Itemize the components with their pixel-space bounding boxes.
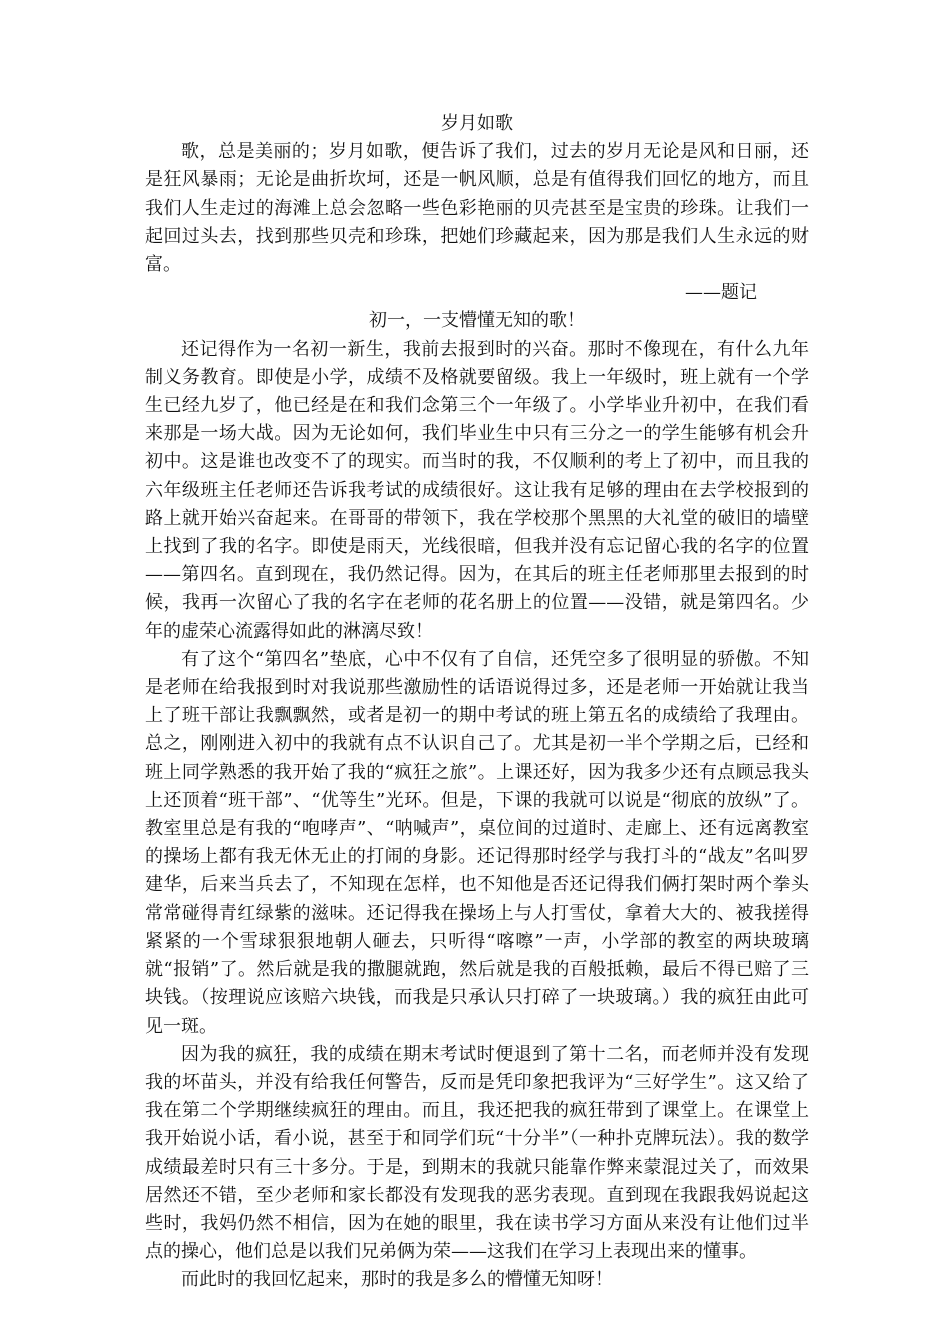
document-page [145, 110, 809, 1295]
body-paragraph: 因为我的疯狂，我的成绩在期末考试时便退到了第十二名，而老师并没有发现我的坏苗头，并没有给我任何警告，反而是凭印象把我评为“三好学生”。这又给了我在第二个学期继续疯狂的理由。而且，我还把我的疯狂带到了课堂上。在课堂上我开始说小话，看小说，甚至于和同学们玩“十分半”（一种扑克牌玩法）。我的数学成绩最差时只有三十多分。于是，到期末的我就只能靠作弊来蒙混过关了，而效果居然还不错，至少老师和家长都没有发现我的恶劣表现。直到现在我跟我妈说起这些时，我妈仍然不相信，因为在她的眼里，我在读书学习方面从来没有让他们过半点的操心，他们总是以我们兄弟俩为荣——这我们在学习上表现出来的懂事。 [145, 1043, 809, 1263]
document-title: 岁月如歌 [441, 113, 513, 134]
body-paragraph: 还记得作为一名初一新生，我前去报到时的兴奋。那时不像现在，有什么九年制义务教育。即使是小学，成绩不及格就要留级。我上一年级时，班上就有一个学生已经九岁了，他已经是在和我们念第三个一年级了。小学毕业升初中，在我们看来那是一场大战。因为无论如何，我们毕业生中只有三分之一的学生能够有机会升初中。这是谁也改变不了的现实。而当时的我，不仅顺利的考上了初中，而且我的六年级班主任老师还告诉我考试的成绩很好。这让我有足够的理由在去学校报到的路上就开始兴奋起来。在哥哥的带领下，我在学校那个黑黑的大礼堂的破旧的墙壁上找到了我的名字。即使是雨天，光线很暗，但我并没有忘记留心我的名字的位置——第四名。直到现在，我仍然记得。因为，在其后的班主任老师那里去报到的时候，我再一次留心了我的名字在老师的花名册上的位置——没错，就是第四名。少年的虚荣心流露得如此的淋漓尽致！ [145, 338, 809, 642]
epigraph-signature: ——题记 [685, 282, 757, 304]
body-paragraph: 有了这个“第四名”垫底，心中不仅有了自信，还凭空多了很明显的骄傲。不知是老师在给我报到时对我说那些激励性的话语说得过多，还是老师一开始就让我当上了班干部让我飘飘然，或者是初一的期中考试的班上第五名的成绩给了我理由。总之，刚刚进入初中的我就有点不认识自己了。尤其是初一半个学期之后，已经和班上同学熟悉的我开始了我的“疯狂之旅”。上课还好，因为我多少还有点顾忌我头上还顶着“班干部”、“优等生”光环。但是，下课的我就可以说是“彻底的放纵”了。教室里总是有我的“咆哮声”、“呐喊声”，桌位间的过道时、走廊上、还有远离教室的操场上都有我无休无止的打闹的身影。还记得那时经学与我打斗的“战友”名叫罗建华，后来当兵去了，不知现在怎样，也不知他是否还记得我们俩打架时两个拳头常常碰得青红绿紫的滋味。还记得我在操场上与人打雪仗，拿着大大的、被我搓得紧紧的一个雪球狠狠地朝人砸去，只听得“喀嚓”一声，小学部的教室的两块玻璃就“报销”了。然后就是我的撒腿就跑，然后就是我的百般抵赖，最后不得已赔了三块钱。（按理说应该赔六块钱，而我是只承认只打碎了一块玻璃。）我的疯狂由此可见一斑。 [145, 648, 809, 1037]
body-paragraph: 而此时的我回忆起来，那时的我是多么的懵懂无知呀！ [181, 1269, 613, 1291]
section-title: 初一，一支懵懂无知的歌！ [369, 310, 585, 332]
intro-paragraph: 歌，总是美丽的；岁月如歌，便告诉了我们，过去的岁月无论是风和日丽，还是狂风暴雨；无论是曲折坎坷，还是一帆风顺，总是有值得我们回忆的地方，而且我们人生走过的海滩上总会忽略一些色彩艳丽的贝壳甚至是宝贵的珍珠。让我们一起回过头去，找到那些贝壳和珍珠，把她们珍藏起来，因为那是我们人生永远的财富。 [145, 141, 809, 276]
